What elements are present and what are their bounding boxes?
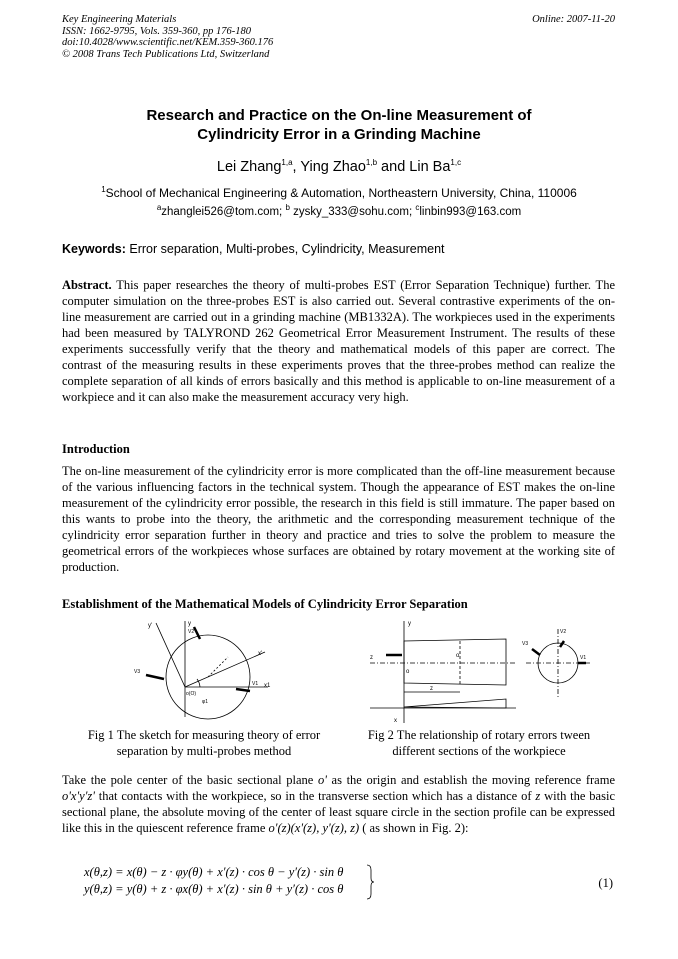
body-math: z (535, 789, 541, 803)
email-a-sup: a (156, 203, 162, 213)
emails (62, 203, 616, 218)
author-sep: and (377, 159, 410, 175)
figure-1 (130, 617, 276, 721)
fig2-probe-v2 (560, 641, 564, 647)
email-c-sup: c (415, 203, 420, 213)
figure-1-caption (68, 728, 340, 759)
keywords-text: Error separation, Multi-probes, Cylindricity, Measurement (125, 242, 445, 256)
fig2-workpiece (404, 639, 506, 685)
body-math: o'x'y'z' (62, 789, 95, 803)
fig1-label-v3: V3 (134, 669, 141, 675)
figure-2 (366, 615, 596, 725)
body-text: with the basic sectional plane, the absolute moving of the center of least square circle in the section profile can be expressed like this in the quiescent reference frame (62, 789, 615, 835)
email-b-sup: b (285, 203, 290, 213)
copyright: © 2008 Trans Tech Publications Ltd, Switzerland (62, 48, 270, 60)
doi: doi:10.4028/www.scientific.net/KEM.359-360.176 (62, 37, 274, 48)
body-text: Take the pole center of the basic sectional plane (62, 773, 318, 787)
introduction-text: The on-line measurement of the cylindricity error is more complicated than the off-line measurement because of the various influencing factors in the technical system. Though the appearance of EST makes the on-line measurement of the cylindricity error possible, the research in this field is still immature. The paper based on this wants to probe into the theory, the arithmetic and the corresponding measurement technique of the cylindricity error separation further in theory and practice and tries to solve the problem to measure the geometrical errors of the workpieces whose surfaces are obtained by rotary movement at the working site of production. (62, 464, 615, 574)
fig2-label-oprime: o' (456, 653, 461, 659)
abstract (62, 277, 615, 405)
title-line-1: Research and Practice on the On-line Measurement of (146, 107, 532, 124)
author-1-sup: 1,a (281, 158, 293, 168)
affiliation-text: School of Mechanical Engineering & Automation, Northeastern University, China, 110006 (105, 186, 577, 200)
equation-line-2: y(θ,z) = y(θ) + z · φx(θ) + x′(z) · sin θ + y′(z) · cos θ (84, 882, 344, 896)
fig2-label-v1: V1 (580, 655, 587, 661)
equation-line-1: x(θ,z) = x(θ) − z · φy(θ) + x′(z) · cos θ − y′(z) · sin θ (84, 865, 344, 879)
email-c[interactable]: linbin993@163.com (419, 206, 522, 218)
body-math: o'(z)(x'(z), y'(z), z) (268, 821, 360, 835)
author-3: Lin Ba (409, 159, 451, 175)
figure-2-caption (344, 728, 614, 759)
author-3-sup: 1,c (450, 158, 462, 168)
equation-brace (366, 864, 374, 900)
body-paragraph (62, 772, 615, 836)
fig1-label-x1: x1 (264, 683, 271, 689)
paper-title (62, 106, 616, 144)
fig1-probe-v3 (146, 675, 164, 679)
fig2-label-v2: V2 (560, 629, 567, 635)
author-2-sup: 1,b (365, 158, 378, 168)
fig2-caption-line-2: different sections of the workpiece (392, 743, 566, 758)
authors (62, 159, 616, 175)
introduction-heading: Introduction (62, 442, 130, 456)
equation-1 (84, 864, 343, 898)
fig2-probe-v3 (532, 649, 540, 655)
affiliation-sup: 1 (101, 185, 106, 194)
issn: ISSN: 1662-9795, Vols. 359-360, pp 176-180 (62, 25, 251, 37)
fig1-label-xprime: x' (258, 651, 263, 657)
fig1-label-yprime: y' (148, 623, 153, 629)
author-sep: , (292, 159, 301, 175)
body-text: as the origin and establish the moving reference frame (326, 773, 615, 787)
body-math: o' (317, 773, 327, 787)
journal-name: Key Engineering Materials (62, 14, 177, 25)
email-a[interactable]: zhanglei526@tom.com; (161, 206, 286, 218)
fig1-caption-line-1: Fig 1 The sketch for measuring theory of error (87, 728, 321, 742)
fig1-caption-line-2: separation by multi-probes method (116, 743, 292, 758)
fig2-caption-line-1: Fig 2 The relationship of rotary errors tween (367, 728, 591, 742)
fig1-label-phi: φ1 (202, 699, 209, 705)
fig2-label-o: o (406, 669, 410, 675)
affiliation (62, 186, 616, 200)
fig2-label-v3: V3 (522, 641, 529, 647)
author-2: Ying Zhao (300, 159, 366, 175)
fig1-label-v2: V2 (188, 629, 195, 635)
keywords (62, 242, 445, 256)
section-heading: Establishment of the Mathematical Models of Cylindricity Error Separation (62, 597, 468, 611)
abstract-label: Abstract. (62, 278, 112, 292)
keywords-label: Keywords: (62, 242, 126, 256)
fig1-label-o: o(O) (186, 691, 196, 697)
title-line-2: Cylindricity Error in a Grinding Machine (197, 126, 481, 143)
fig2-label-zdim: z (430, 686, 433, 692)
author-1: Lei Zhang (216, 159, 282, 175)
journal-header (62, 14, 273, 60)
fig1-label-y: y (188, 621, 191, 627)
fig1-label-v1: V1 (252, 681, 259, 687)
body-text: ( as shown in Fig. 2): (359, 821, 469, 835)
email-b[interactable]: zysky_333@sohu.com; (289, 206, 416, 218)
equation-number: (1) (598, 876, 613, 890)
body-text: that contacts with the workpiece, so in the transverse section which has a distance of (94, 789, 536, 803)
fig2-label-z: z (370, 655, 373, 661)
fig2-label-x: x (394, 718, 397, 724)
online-date: Online: 2007-11-20 (532, 14, 615, 25)
fig2-label-y: y (408, 621, 411, 627)
abstract-text: This paper researches the theory of multi-probes EST (Error Separation Technique) further. The computer simulation on the three-probes EST is also carried out. Several contrastive experiments of the on-line measurement are carried out in a grinding machine (MB1332A). The workpieces used in the experiments had been measured by TALYROND 262 Geometrical Error Measurement Instrument. The results of these experiments successfully verify that the theory and mathematical models of this paper are correct. The contrast of the measuring results in these experiments proves that the three-probes method can realize the complete separation of all kinds of errors basically and this method is applicable to on-line measurement of a workpiece and it can also make the measurement accuracy very high. (62, 278, 615, 404)
